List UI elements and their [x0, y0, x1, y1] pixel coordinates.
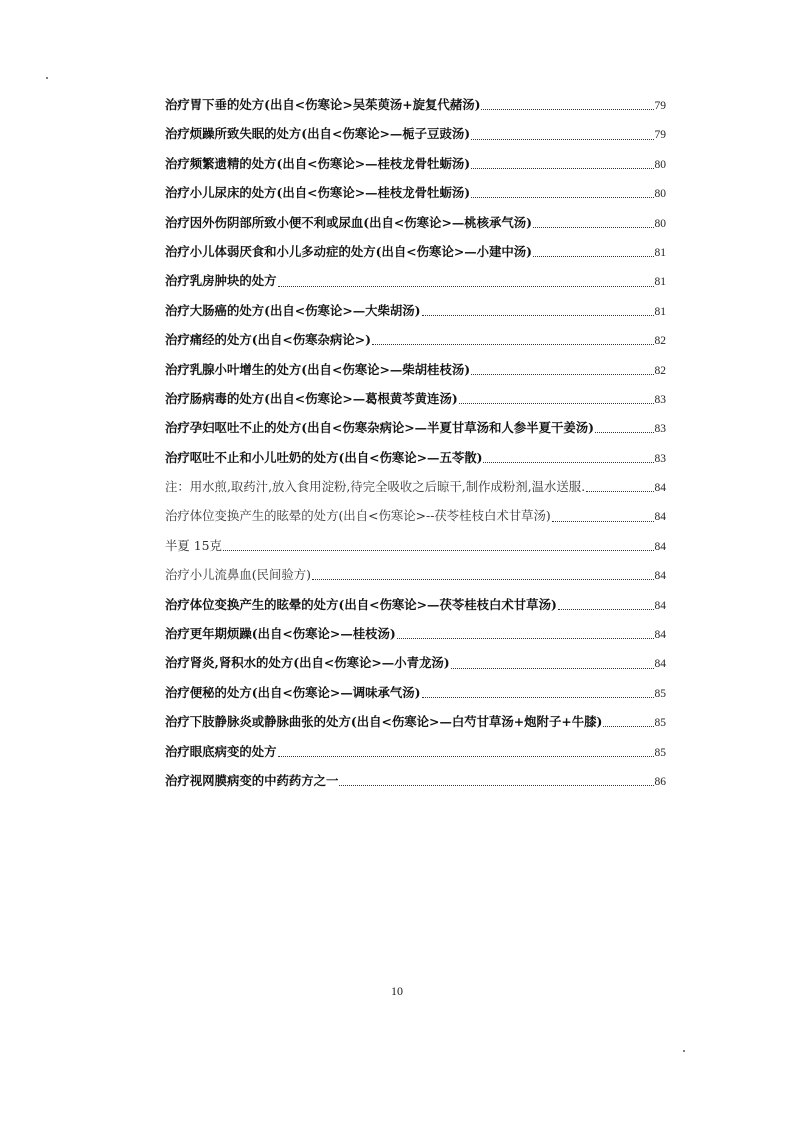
toc-entry-page: 85 [654, 746, 666, 759]
dot-leader [223, 549, 654, 551]
toc-entry[interactable] [165, 590, 666, 619]
dot-leader [483, 461, 653, 463]
dot-leader [603, 725, 653, 727]
dot-leader [459, 402, 654, 404]
toc-entry-title: 治疗肠病毒的处方(出自<伤寒论>—葛根黄芩黄连汤) [165, 390, 458, 406]
toc-entry-page: 84 [654, 570, 666, 583]
toc-entry-title: 半夏 15克 [165, 537, 222, 553]
dot-leader [372, 343, 654, 345]
toc-entry[interactable] [165, 384, 666, 413]
toc-entry-title: 治疗小儿体弱厌食和小儿多动症的处方(出自<伤寒论>—小建中汤) [165, 243, 533, 259]
toc-entry-page: 81 [654, 305, 666, 318]
dot-leader [471, 196, 653, 198]
toc-entry[interactable] [165, 149, 666, 178]
dot-leader [552, 520, 654, 522]
dot-leader [471, 138, 653, 140]
toc-entry-page: 84 [654, 482, 666, 495]
toc-entry[interactable] [165, 119, 666, 148]
dot-leader [471, 167, 653, 169]
dot-leader [558, 608, 654, 610]
toc-entry-page: 84 [654, 599, 666, 612]
toc-entry[interactable] [165, 208, 666, 237]
dot-leader [422, 696, 654, 698]
toc-entry[interactable] [165, 355, 666, 384]
dot-leader [278, 755, 654, 757]
toc-entry[interactable] [165, 237, 666, 266]
toc-entry-title: 治疗小儿尿床的处方(出自<伤寒论>—桂枝龙骨牡蛎汤) [165, 185, 471, 201]
toc-entry-page: 82 [654, 364, 666, 377]
toc-entry-title: 治疗乳房肿块的处方 [165, 273, 277, 289]
page-number: 10 [391, 984, 403, 998]
scan-speck [46, 77, 48, 79]
toc-entry-page: 85 [654, 717, 666, 730]
dot-leader [339, 784, 653, 786]
toc-entry-title: 治疗体位变换产生的眩晕的处方(出自<伤寒论>—茯苓桂枝白术甘草汤) [165, 596, 557, 612]
toc-entry-page: 83 [654, 423, 666, 436]
toc-entry-title: 治疗大肠癌的处方(出自<伤寒论>—大柴胡汤) [165, 302, 421, 318]
toc-entry-title: 注：用水煎,取药汁,放入食用淀粉,待完全吸收之后晾干,制作成粉剂,温水送服. [165, 479, 586, 495]
dot-leader [278, 285, 654, 287]
dot-leader [397, 637, 654, 639]
toc-entry-title: 治疗小儿流鼻血(民间验方) [165, 567, 311, 583]
toc-entry-title: 治疗更年期烦躁(出自<伤寒论>—桂枝汤) [165, 626, 396, 642]
toc-entry[interactable] [165, 325, 666, 354]
toc-entry-title: 治疗下肢静脉炎或静脉曲张的处方(出自<伤寒论>—白芍甘草汤+炮附子+牛膝) [165, 714, 603, 730]
toc-entry-title: 治疗视网膜病变的中药药方之一 [165, 772, 339, 788]
toc-entry[interactable] [165, 737, 666, 766]
toc-entry-title: 治疗呕吐不止和小儿吐奶的处方(出自<伤寒论>—五苓散) [165, 449, 483, 465]
toc-entry[interactable] [165, 266, 666, 295]
toc-entry-page: 81 [654, 246, 666, 259]
toc-entry-title: 治疗乳腺小叶增生的处方(出自<伤寒论>—柴胡桂枝汤) [165, 361, 471, 377]
toc-entry-page: 81 [654, 276, 666, 289]
dot-leader [533, 255, 653, 257]
toc-entry-page: 83 [654, 393, 666, 406]
toc-entry-page: 83 [654, 452, 666, 465]
toc-entry[interactable] [165, 766, 666, 795]
toc-entry[interactable] [165, 560, 666, 589]
toc-entry-title: 治疗孕妇呕吐不止的处方(出自<伤寒杂病论>—半夏甘草汤和人参半夏干姜汤) [165, 420, 594, 436]
toc-entry-page: 79 [654, 100, 666, 112]
dot-leader [312, 578, 654, 580]
dot-leader [422, 314, 654, 316]
toc-entry[interactable] [165, 619, 666, 648]
toc-entry[interactable] [165, 90, 666, 119]
toc-entry[interactable] [165, 678, 666, 707]
table-of-contents [165, 90, 666, 795]
dot-leader [595, 431, 654, 433]
toc-entry-page: 84 [654, 658, 666, 671]
dot-leader [451, 667, 654, 669]
toc-entry[interactable] [165, 501, 666, 530]
toc-entry[interactable] [165, 531, 666, 560]
toc-entry-page: 80 [654, 217, 666, 230]
toc-entry-page: 86 [654, 775, 666, 788]
dot-leader [471, 373, 653, 375]
toc-entry-page: 84 [654, 540, 666, 553]
toc-entry-title: 治疗体位变换产生的眩晕的处方(出自<伤寒论>--茯苓桂枝白术甘草汤) [165, 508, 551, 524]
toc-entry-title: 治疗痛经的处方(出自<伤寒杂病论>) [165, 332, 371, 348]
toc-entry[interactable] [165, 443, 666, 472]
toc-entry-page: 79 [654, 129, 666, 142]
dot-leader [586, 490, 653, 492]
toc-entry-title: 治疗因外伤阴部所致小便不利或尿血(出自<伤寒论>—桃核承气汤) [165, 214, 533, 230]
toc-entry-page: 84 [654, 629, 666, 642]
toc-entry-title: 治疗频繁遗精的处方(出自<伤寒论>—桂枝龙骨牡蛎汤) [165, 155, 471, 171]
toc-entry-title: 治疗眼底病变的处方 [165, 743, 277, 759]
toc-entry-title: 治疗胃下垂的处方(出自<伤寒论>吴茱萸汤+旋复代赭汤) [165, 97, 481, 112]
toc-entry-page: 82 [654, 335, 666, 348]
toc-entry-page: 80 [654, 158, 666, 171]
toc-entry-title: 治疗烦躁所致失眠的处方(出自<伤寒论>—栀子豆豉汤) [165, 126, 471, 142]
toc-entry[interactable] [165, 648, 666, 677]
scan-speck [683, 1050, 685, 1052]
toc-entry[interactable] [165, 707, 666, 736]
dot-leader [533, 226, 653, 228]
toc-entry[interactable] [165, 296, 666, 325]
toc-entry[interactable] [165, 178, 666, 207]
toc-entry[interactable] [165, 413, 666, 442]
toc-entry-title: 治疗肾炎,肾积水的处方(出自<伤寒论>—小青龙汤) [165, 655, 450, 671]
toc-entry[interactable] [165, 472, 666, 501]
dot-leader [481, 108, 653, 110]
toc-entry-page: 84 [654, 511, 666, 524]
toc-entry-page: 80 [654, 188, 666, 201]
toc-entry-title: 治疗便秘的处方(出自<伤寒论>—调味承气汤) [165, 684, 421, 700]
toc-entry-page: 85 [654, 687, 666, 700]
